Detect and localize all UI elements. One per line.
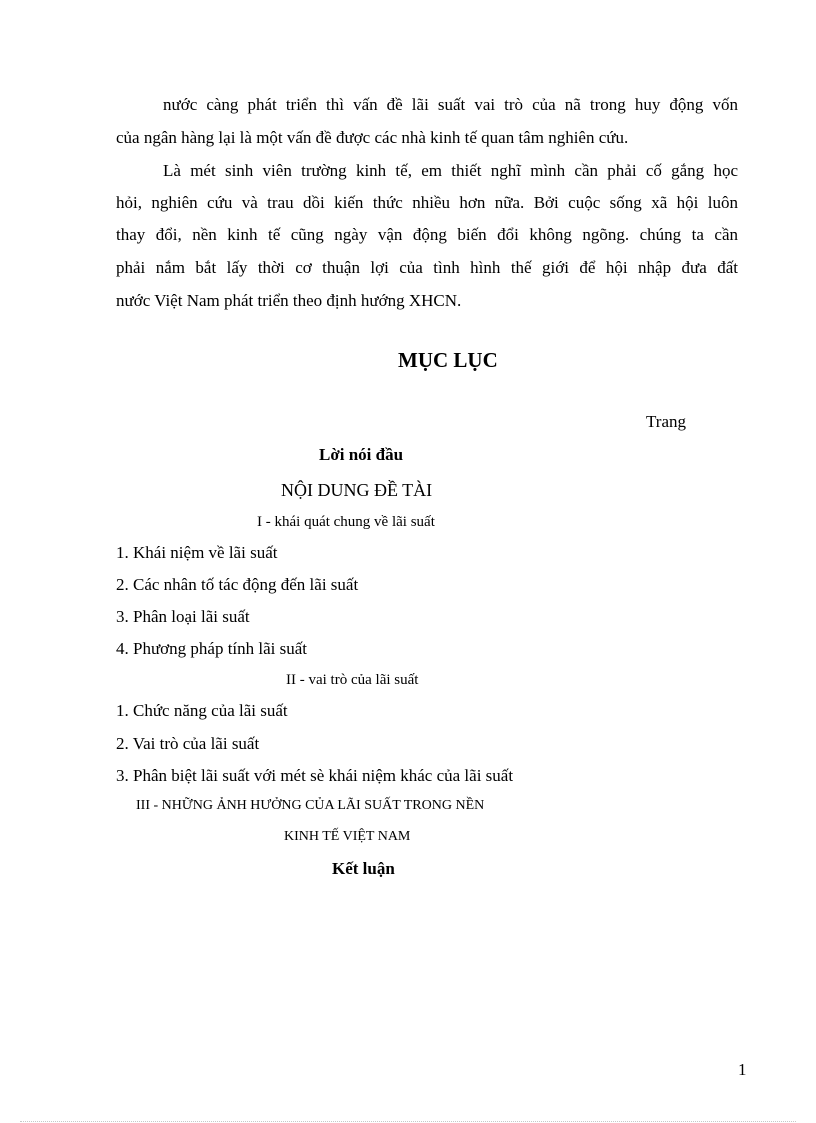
toc-item: 4. Phương pháp tính lãi suất — [116, 639, 308, 658]
paragraph-line: hỏi, nghiên cứu và trau dồi kiến thức nhiều hơn nữa. Bởi cuộc sống xã hội luôn — [116, 193, 738, 212]
toc-item: 3. Phân biệt lãi suất với mét sè khái niệm khác của lãi suất — [116, 766, 514, 785]
toc-conclusion: Kết luận — [332, 859, 395, 878]
toc-section-3-heading-line-2: KINH TẾ VIỆT NAM — [284, 829, 411, 844]
page-bottom-rule — [20, 1121, 796, 1122]
toc-item: 2. Vai trò của lãi suất — [116, 734, 260, 753]
paragraph-line: Là mét sinh viên trường kinh tế, em thiết nghĩ mình cần phải cố gắng học — [163, 161, 738, 180]
toc-item: 3. Phân loại lãi suất — [116, 607, 250, 626]
toc-section-2-heading: II - vai trò của lãi suất — [286, 672, 419, 688]
toc-section-3-heading-line-1: III - NHỮNG ẢNH HƯỞNG CỦA LÃI SUẤT TRONG NỀN — [136, 798, 485, 813]
toc-content-heading: NỘI DUNG ĐỀ TÀI — [281, 480, 433, 500]
toc-item: 1. Khái niệm về lãi suất — [116, 543, 278, 562]
paragraph-line: thay đổi, nền kinh tế cũng ngày vận động biến đổi không ngõng. chúng ta cần — [116, 225, 738, 244]
paragraph-line: của ngân hàng lại là một vấn đề được các nhà kinh tế quan tâm nghiên cứu. — [116, 128, 629, 147]
paragraph-line: phải nắm bắt lấy thời cơ thuận lợi của tình hình thế giới để hội nhập đưa đất — [116, 258, 738, 277]
toc-title: MỤC LỤC — [398, 348, 498, 372]
toc-section-1-heading: I - khái quát chung về lãi suất — [257, 514, 435, 530]
toc-item: 1. Chức năng của lãi suất — [116, 701, 288, 720]
paragraph-line: nước càng phát triển thì vấn đề lãi suất vai trò của nã trong huy động vốn — [163, 95, 738, 114]
toc-item: 2. Các nhân tố tác động đến lãi suất — [116, 575, 359, 594]
toc-preface: Lời nói đầu — [319, 445, 404, 464]
page-number: 1 — [738, 1060, 747, 1079]
toc-page-column-label: Trang — [646, 412, 686, 431]
paragraph-line: nước Việt Nam phát triển theo định hướng XHCN. — [116, 291, 462, 310]
